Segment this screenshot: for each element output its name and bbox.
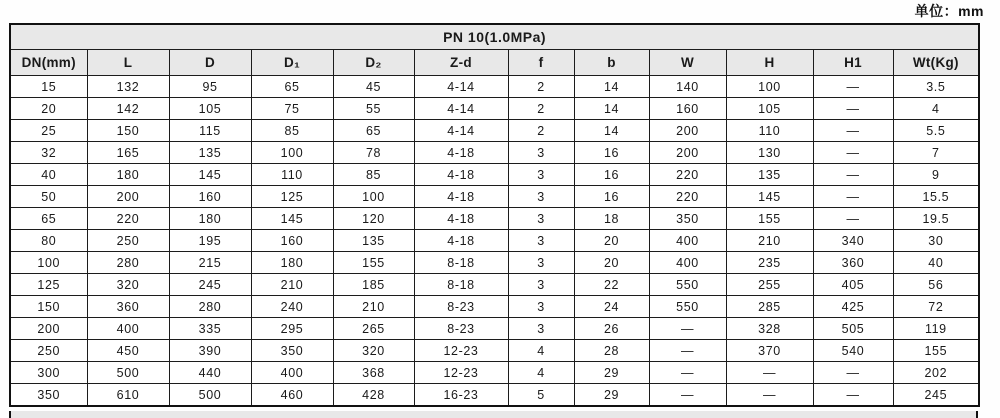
column-header: Wt(Kg) <box>893 50 979 76</box>
table-cell: 18 <box>574 208 649 230</box>
table-row <box>10 120 979 142</box>
column-header: Z-d <box>414 50 508 76</box>
table-cell: 20 <box>10 98 87 120</box>
table-cell: 130 <box>726 142 813 164</box>
column-header: H <box>726 50 813 76</box>
table-cell: — <box>813 76 893 98</box>
table-cell: 245 <box>893 384 979 407</box>
table-row <box>10 318 979 340</box>
column-header: D₁ <box>251 50 333 76</box>
next-section-partial-row <box>9 411 978 418</box>
table-cell: 245 <box>169 274 251 296</box>
table-cell: 25 <box>10 120 87 142</box>
table-cell: 30 <box>893 230 979 252</box>
table-cell: 155 <box>333 252 414 274</box>
table-cell: 340 <box>813 230 893 252</box>
table-cell: 255 <box>726 274 813 296</box>
table-cell: 3 <box>508 208 574 230</box>
table-cell: 4-18 <box>414 164 508 186</box>
table-cell: 100 <box>10 252 87 274</box>
table-cell: 12-23 <box>414 362 508 384</box>
table-cell: 4-18 <box>414 142 508 164</box>
table-cell: 160 <box>169 186 251 208</box>
table-cell: 180 <box>169 208 251 230</box>
table-cell: 132 <box>87 76 169 98</box>
table-cell: 14 <box>574 98 649 120</box>
table-cell: 155 <box>893 340 979 362</box>
column-header: f <box>508 50 574 76</box>
table-cell: 320 <box>333 340 414 362</box>
table-cell: 3.5 <box>893 76 979 98</box>
table-cell: 200 <box>10 318 87 340</box>
table-cell: 425 <box>813 296 893 318</box>
table-cell: 28 <box>574 340 649 362</box>
table-cell: 405 <box>813 274 893 296</box>
table-cell: 4 <box>508 362 574 384</box>
table-cell: 40 <box>10 164 87 186</box>
table-cell: 235 <box>726 252 813 274</box>
table-cell: 24 <box>574 296 649 318</box>
column-header: L <box>87 50 169 76</box>
table-cell: 160 <box>251 230 333 252</box>
table-cell: 55 <box>333 98 414 120</box>
table-cell: 200 <box>649 142 726 164</box>
table-cell: 19.5 <box>893 208 979 230</box>
table-cell: 15 <box>10 76 87 98</box>
table-cell: 400 <box>649 230 726 252</box>
table-cell: — <box>726 362 813 384</box>
table-cell: 105 <box>726 98 813 120</box>
table-cell: 185 <box>333 274 414 296</box>
table-cell: 120 <box>333 208 414 230</box>
dimension-table <box>9 23 980 407</box>
table-cell: 200 <box>87 186 169 208</box>
table-cell: 145 <box>251 208 333 230</box>
table-cell: 105 <box>169 98 251 120</box>
table-cell: 135 <box>726 164 813 186</box>
table-cell: 140 <box>649 76 726 98</box>
table-title: PN 10(1.0MPa) <box>10 24 979 50</box>
table-cell: 370 <box>726 340 813 362</box>
table-cell: 500 <box>169 384 251 407</box>
table-cell: 16 <box>574 186 649 208</box>
table-cell: — <box>649 340 726 362</box>
table-cell: 540 <box>813 340 893 362</box>
table-cell: 4-18 <box>414 186 508 208</box>
header-row <box>10 50 979 76</box>
table-cell: 4-14 <box>414 120 508 142</box>
table-cell: 3 <box>508 318 574 340</box>
table-row <box>10 208 979 230</box>
table-cell: 400 <box>87 318 169 340</box>
table-cell: 110 <box>251 164 333 186</box>
table-cell: 65 <box>251 76 333 98</box>
table-cell: 360 <box>813 252 893 274</box>
table-row <box>10 296 979 318</box>
table-row <box>10 274 979 296</box>
table-cell: 240 <box>251 296 333 318</box>
table-cell: 95 <box>169 76 251 98</box>
table-cell: 85 <box>251 120 333 142</box>
table-cell: 335 <box>169 318 251 340</box>
table-cell: 4 <box>893 98 979 120</box>
table-cell: 8-18 <box>414 252 508 274</box>
table-cell: 32 <box>10 142 87 164</box>
table-cell: 220 <box>87 208 169 230</box>
title-row <box>10 24 979 50</box>
table-cell: 72 <box>893 296 979 318</box>
table-cell: — <box>813 98 893 120</box>
table-cell: — <box>813 120 893 142</box>
table-cell: 210 <box>333 296 414 318</box>
table-cell: 295 <box>251 318 333 340</box>
table-cell: — <box>813 208 893 230</box>
table-row <box>10 186 979 208</box>
table-cell: 265 <box>333 318 414 340</box>
table-cell: 20 <box>574 230 649 252</box>
table-cell: 65 <box>333 120 414 142</box>
table-cell: 220 <box>649 186 726 208</box>
table-cell: 3 <box>508 252 574 274</box>
column-header: D <box>169 50 251 76</box>
table-cell: — <box>649 384 726 407</box>
table-cell: 350 <box>251 340 333 362</box>
table-cell: 3 <box>508 164 574 186</box>
table-cell: 80 <box>10 230 87 252</box>
table-cell: 4-18 <box>414 230 508 252</box>
table-cell: — <box>649 362 726 384</box>
table-cell: 202 <box>893 362 979 384</box>
table-cell: 2 <box>508 98 574 120</box>
table-cell: 3 <box>508 230 574 252</box>
table-cell: 142 <box>87 98 169 120</box>
table-row <box>10 362 979 384</box>
table-row <box>10 76 979 98</box>
table-cell: 135 <box>169 142 251 164</box>
table-cell: 75 <box>251 98 333 120</box>
table-cell: 8-23 <box>414 318 508 340</box>
table-cell: 428 <box>333 384 414 407</box>
table-cell: 15.5 <box>893 186 979 208</box>
table-cell: 45 <box>333 76 414 98</box>
table-cell: 285 <box>726 296 813 318</box>
table-cell: 100 <box>251 142 333 164</box>
table-cell: 100 <box>333 186 414 208</box>
column-header: W <box>649 50 726 76</box>
table-cell: 8-18 <box>414 274 508 296</box>
table-cell: 610 <box>87 384 169 407</box>
table-cell: 280 <box>169 296 251 318</box>
table-cell: 4-14 <box>414 76 508 98</box>
table-cell: 3 <box>508 296 574 318</box>
table-cell: 150 <box>87 120 169 142</box>
table-cell: 350 <box>10 384 87 407</box>
table-cell: 40 <box>893 252 979 274</box>
table-cell: 145 <box>169 164 251 186</box>
table-row <box>10 142 979 164</box>
table-cell: 16-23 <box>414 384 508 407</box>
table-cell: 440 <box>169 362 251 384</box>
table-cell: 29 <box>574 362 649 384</box>
table-row <box>10 340 979 362</box>
table-cell: 2 <box>508 76 574 98</box>
table-cell: 400 <box>649 252 726 274</box>
table-cell: 14 <box>574 76 649 98</box>
table-cell: 50 <box>10 186 87 208</box>
table-cell: 8-23 <box>414 296 508 318</box>
table-cell: — <box>813 362 893 384</box>
table-cell: 110 <box>726 120 813 142</box>
table-cell: 180 <box>251 252 333 274</box>
table-cell: 3 <box>508 142 574 164</box>
table-cell: 29 <box>574 384 649 407</box>
column-header: b <box>574 50 649 76</box>
table-cell: 320 <box>87 274 169 296</box>
table-cell: 4-18 <box>414 208 508 230</box>
table-cell: 16 <box>574 164 649 186</box>
table-cell: 16 <box>574 142 649 164</box>
table-cell: 125 <box>251 186 333 208</box>
table-cell: 3 <box>508 186 574 208</box>
table-cell: 280 <box>87 252 169 274</box>
table-cell: 3 <box>508 274 574 296</box>
table-cell: 500 <box>87 362 169 384</box>
table-row <box>10 230 979 252</box>
table-cell: 400 <box>251 362 333 384</box>
table-cell: 56 <box>893 274 979 296</box>
table-cell: 5.5 <box>893 120 979 142</box>
table-cell: 220 <box>649 164 726 186</box>
table-cell: 450 <box>87 340 169 362</box>
table-cell: 7 <box>893 142 979 164</box>
unit-label: 单位：mm <box>914 3 984 19</box>
column-header: DN(mm) <box>10 50 87 76</box>
table-cell: 250 <box>10 340 87 362</box>
table-cell: 78 <box>333 142 414 164</box>
table-cell: 368 <box>333 362 414 384</box>
table-cell: 115 <box>169 120 251 142</box>
table-cell: 26 <box>574 318 649 340</box>
table-cell: 215 <box>169 252 251 274</box>
table-cell: 100 <box>726 76 813 98</box>
table-cell: 65 <box>10 208 87 230</box>
column-header: D₂ <box>333 50 414 76</box>
table-cell: 550 <box>649 296 726 318</box>
table-cell: 390 <box>169 340 251 362</box>
table-row <box>10 164 979 186</box>
table-cell: 2 <box>508 120 574 142</box>
table-cell: — <box>649 318 726 340</box>
table-cell: 9 <box>893 164 979 186</box>
table-cell: 160 <box>649 98 726 120</box>
table-cell: 350 <box>649 208 726 230</box>
table-cell: 210 <box>251 274 333 296</box>
table-cell: 550 <box>649 274 726 296</box>
table-cell: — <box>813 142 893 164</box>
table-cell: 4-14 <box>414 98 508 120</box>
table-cell: 360 <box>87 296 169 318</box>
table-row <box>10 98 979 120</box>
table-cell: 119 <box>893 318 979 340</box>
table-body <box>10 76 979 407</box>
table-cell: 210 <box>726 230 813 252</box>
table-cell: 165 <box>87 142 169 164</box>
table-cell: — <box>726 384 813 407</box>
table-row <box>10 384 979 407</box>
table-cell: 4 <box>508 340 574 362</box>
table-cell: — <box>813 186 893 208</box>
table-cell: 22 <box>574 274 649 296</box>
table-cell: 155 <box>726 208 813 230</box>
table-row <box>10 252 979 274</box>
table-cell: 20 <box>574 252 649 274</box>
table-cell: 328 <box>726 318 813 340</box>
table-cell: — <box>813 384 893 407</box>
table-cell: 135 <box>333 230 414 252</box>
table-cell: 12-23 <box>414 340 508 362</box>
table-cell: 200 <box>649 120 726 142</box>
table-cell: 85 <box>333 164 414 186</box>
table-cell: 145 <box>726 186 813 208</box>
column-header: H1 <box>813 50 893 76</box>
table-cell: 5 <box>508 384 574 407</box>
table-cell: 300 <box>10 362 87 384</box>
table-cell: 250 <box>87 230 169 252</box>
table-cell: 150 <box>10 296 87 318</box>
table-cell: 195 <box>169 230 251 252</box>
table-cell: 180 <box>87 164 169 186</box>
table-cell: — <box>813 164 893 186</box>
table-cell: 14 <box>574 120 649 142</box>
table-cell: 460 <box>251 384 333 407</box>
table-cell: 125 <box>10 274 87 296</box>
table-cell: 505 <box>813 318 893 340</box>
